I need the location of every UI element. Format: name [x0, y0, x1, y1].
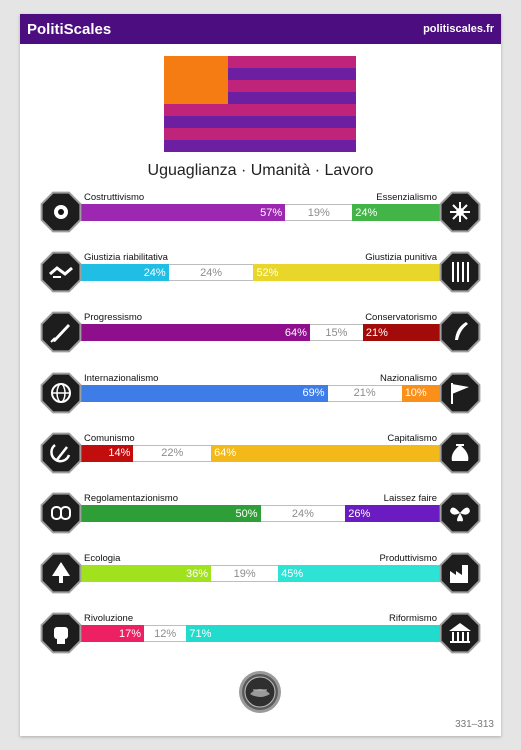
axis-bar [81, 445, 440, 462]
axis-right-percent: 45% [281, 567, 304, 580]
axis-right-segment [352, 204, 440, 221]
axis-neutral-segment [169, 264, 254, 281]
fist-icon [39, 611, 83, 655]
axis-right-percent: 71% [189, 627, 212, 640]
axis-right-percent: 24% [355, 206, 378, 219]
hammer-sickle-icon [39, 431, 83, 475]
axis-right-segment [278, 565, 440, 582]
axis-right-segment [186, 625, 440, 642]
slogan: Uguaglianza · Umanità · Lavoro [147, 162, 374, 179]
axis-bar [81, 625, 440, 642]
prison-bars-icon [438, 250, 482, 294]
axis-left-label: Progressismo [84, 312, 143, 324]
axis-left-percent: 17% [118, 627, 142, 640]
axis-left-label: Regolamentazionismo [84, 493, 178, 504]
axis-left-percent: 64% [284, 326, 307, 339]
axis-left-segment [81, 264, 169, 281]
axis-neutral-percent: 12% [154, 627, 177, 640]
axis-neutral-percent: 21% [353, 387, 376, 400]
axis-left-percent: 24% [143, 266, 166, 279]
flag-icon [438, 371, 482, 415]
axis-neutral-segment [144, 625, 186, 642]
axis-left-label: Ecologia [84, 553, 121, 565]
axis-neutral-segment [328, 385, 402, 402]
axis-right-label: Conservatorismo [365, 312, 437, 324]
axis-bar [81, 204, 440, 221]
axis-left-segment [81, 204, 285, 221]
axis-right-label: Riformismo [388, 613, 437, 625]
axis-left-percent: 50% [235, 507, 258, 520]
axis-neutral-percent: 22% [161, 447, 184, 460]
politiscales-seal-icon [238, 670, 282, 714]
axis-right-percent: 64% [214, 447, 237, 460]
axis-right-percent: 26% [348, 507, 371, 520]
axis-neutral-percent: 19% [233, 567, 256, 580]
butterflies-icon [438, 491, 482, 535]
chain-icon [39, 491, 83, 535]
axis-left-percent: 69% [302, 387, 325, 400]
axis-neutral-segment [133, 445, 211, 462]
quill-icon [438, 310, 482, 354]
flower-icon [438, 190, 482, 234]
globe-icon [39, 371, 83, 415]
axis-left-segment [81, 565, 211, 582]
site-link[interactable]: politiscales.fr [423, 23, 494, 35]
axis-left-label: Giustizia riabilitativa [84, 252, 168, 264]
axis-right-percent: 21% [365, 326, 388, 339]
axis-left-segment [81, 385, 328, 402]
tree-icon [39, 551, 83, 595]
axis-right-label: Giustizia punitiva [365, 252, 437, 264]
brand-title: PolitiScales [27, 20, 112, 38]
axis-bar [81, 324, 440, 341]
axis-row [20, 190, 501, 240]
result-card [20, 14, 501, 736]
axis-right-label: Laissez faire [383, 493, 437, 504]
axis-neutral-percent: 24% [291, 507, 314, 520]
axis-right-segment [345, 505, 440, 522]
axis-bar [81, 264, 440, 281]
axis-left-label: Costruttivismo [84, 192, 145, 203]
axis-row [20, 491, 501, 541]
axis-left-segment [81, 324, 310, 341]
axis-row [20, 611, 501, 661]
axis-right-segment [253, 264, 440, 281]
axis-neutral-segment [211, 565, 278, 582]
money-bag-icon [438, 431, 482, 475]
axis-right-percent: 52% [256, 266, 279, 279]
axis-left-segment [81, 625, 144, 642]
axis-left-percent: 14% [108, 447, 131, 460]
parliament-icon [438, 611, 482, 655]
axis-left-segment [81, 505, 261, 522]
axis-bar [81, 385, 440, 402]
axis-left-segment [81, 445, 133, 462]
axis-left-percent: 36% [186, 567, 209, 580]
axis-right-label: Capitalismo [387, 432, 437, 444]
axis-right-segment [211, 445, 440, 462]
axis-right-label: Essenzialismo [376, 192, 437, 203]
ideology-flag [164, 56, 356, 152]
axis-bar [81, 505, 440, 522]
result-code: 331–313 [455, 719, 494, 730]
axis-left-label: Comunismo [84, 432, 135, 444]
axis-left-label: Internazionalismo [84, 372, 159, 384]
axis-right-segment [402, 385, 440, 402]
axis-row [20, 551, 501, 601]
rocket-icon [39, 310, 83, 354]
axis-neutral-percent: 24% [200, 266, 223, 279]
axis-left-label: Rivoluzione [84, 613, 134, 625]
axis-right-label: Produttivismo [379, 553, 437, 565]
axis-left-percent: 57% [260, 206, 283, 219]
header [20, 14, 501, 44]
axis-row [20, 310, 501, 360]
handshake-icon [39, 250, 83, 294]
axis-neutral-segment [285, 204, 352, 221]
axis-right-percent: 10% [404, 387, 427, 400]
axis-neutral-segment [310, 324, 363, 341]
axis-row [20, 250, 501, 300]
axis-right-segment [363, 324, 440, 341]
axis-neutral-percent: 15% [325, 326, 348, 339]
factory-icon [438, 551, 482, 595]
axis-row [20, 371, 501, 421]
eye-icon [39, 190, 83, 234]
axis-bar [81, 565, 440, 582]
axis-right-label: Nazionalismo [379, 372, 437, 384]
axis-neutral-segment [261, 505, 346, 522]
axis-row [20, 431, 501, 481]
axis-neutral-percent: 19% [307, 206, 330, 219]
